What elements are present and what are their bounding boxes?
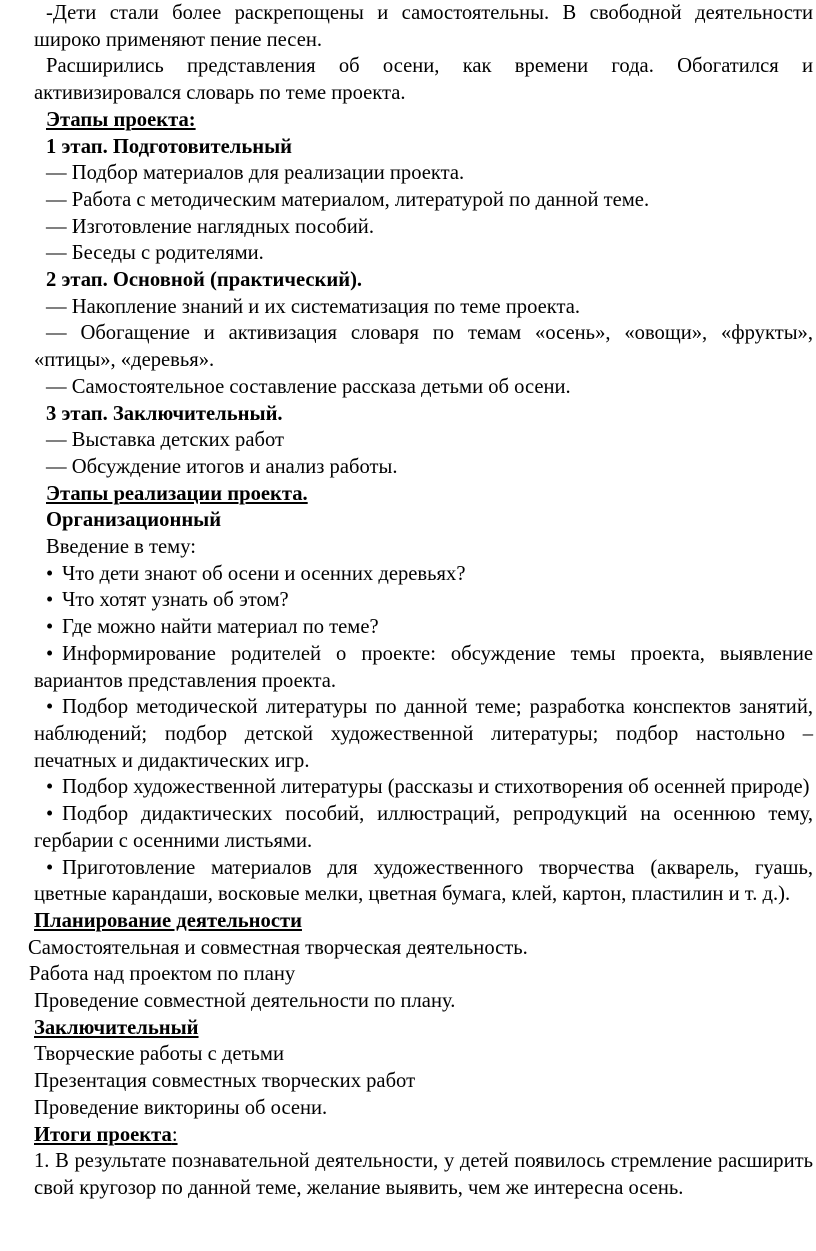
- final-line: Проведение викторины об осени.: [34, 1096, 328, 1119]
- planning-line: Проведение совместной деятельности по плану.: [34, 990, 456, 1013]
- bullet-icon: •: [46, 562, 54, 585]
- bullet-icon: •: [46, 642, 54, 665]
- planning-heading: Планирование деятельности: [34, 909, 302, 932]
- question-item: • Что хотят узнать об этом?: [34, 587, 813, 614]
- bullet-item: • Подбор методической литературы по данной теме; разработка конспектов занятий, наблюдений; подбор детской художественной литературы; подбор настольно – печатных и дидактических игр.: [34, 696, 813, 772]
- organizational-title: Организационный: [46, 509, 222, 532]
- bullet-icon: •: [46, 803, 54, 826]
- stages-heading: Этапы проекта:: [46, 108, 196, 131]
- stage2-item: — Самостоятельное составление рассказа детьми об осени.: [46, 375, 571, 398]
- stage1-item: — Работа с методическим материалом, литературой по данной теме.: [46, 188, 650, 211]
- bullet-item: • Информирование родителей о проекте: обсуждение темы проекта, выявление вариантов представления проекта.: [34, 642, 813, 692]
- final-heading: Заключительный: [34, 1016, 199, 1039]
- bullet-item: • Подбор художественной литературы (рассказы и стихотворения об осенней природе): [34, 774, 813, 801]
- paragraph-autumn-ideas: Расширились представления об осени, как времени года. Обогатился и активизировался словарь по теме проекта.: [34, 55, 813, 105]
- stage3-item: — Выставка детских работ: [46, 429, 284, 452]
- stage2-item: — Обогащение и активизация словаря по темам «осень», «овощи», «фрукты», «птицы», «деревья».: [34, 322, 813, 372]
- bullet-icon: •: [46, 616, 54, 639]
- stage2-title: 2 этап. Основной (практический).: [46, 269, 363, 292]
- final-line: Творческие работы с детьми: [34, 1043, 284, 1066]
- bullet-icon: •: [46, 589, 54, 612]
- stage1-title: 1 этап. Подготовительный: [46, 135, 293, 158]
- results-paragraph: 1. В результате познавательной деятельности, у детей появилось стремление расширить свой кругозор по данной теме, желание выявить, чем же интересна осень.: [34, 1150, 813, 1199]
- stage3-item: — Обсуждение итогов и анализ работы.: [46, 455, 398, 478]
- question-item: • Что дети знают об осени и осенних деревьях?: [34, 561, 813, 588]
- final-line: Презентация совместных творческих работ: [34, 1070, 416, 1093]
- bullet-icon: •: [46, 696, 54, 719]
- results-heading: Итоги проекта:: [34, 1123, 178, 1146]
- bullet-icon: •: [46, 776, 54, 799]
- planning-line: Работа над проектом по плану: [29, 963, 296, 986]
- implementation-heading: Этапы реализации проекта.: [46, 482, 308, 505]
- stage1-item: — Изготовление наглядных пособий.: [46, 215, 374, 238]
- paragraph-children-freedom: -Дети стали более раскрепощены и самостоятельны. В свободной деятельности широко применяют пение песен.: [34, 2, 813, 51]
- stage3-title: 3 этап. Заключительный.: [46, 402, 283, 425]
- intro-line: Введение в тему:: [46, 536, 196, 559]
- stage1-item: — Беседы с родителями.: [46, 242, 264, 265]
- question-item: • Где можно найти материал по теме?: [34, 614, 813, 641]
- planning-line: Самостоятельная и совместная творческая деятельность.: [28, 936, 528, 959]
- bullet-icon: •: [46, 856, 54, 879]
- stage2-item: — Накопление знаний и их систематизация по теме проекта.: [46, 295, 581, 318]
- bullet-item: • Подбор дидактических пособий, иллюстраций, репродукций на осеннюю тему, гербарии с осенними листьями.: [34, 803, 813, 852]
- stage1-item: — Подбор материалов для реализации проекта.: [46, 162, 465, 185]
- bullet-item: • Приготовление материалов для художественного творчества (акварель, гуашь, цветные карандаши, восковые мелки, цветная бумага, клей, картон, пластилин и т. д.).: [34, 856, 813, 906]
